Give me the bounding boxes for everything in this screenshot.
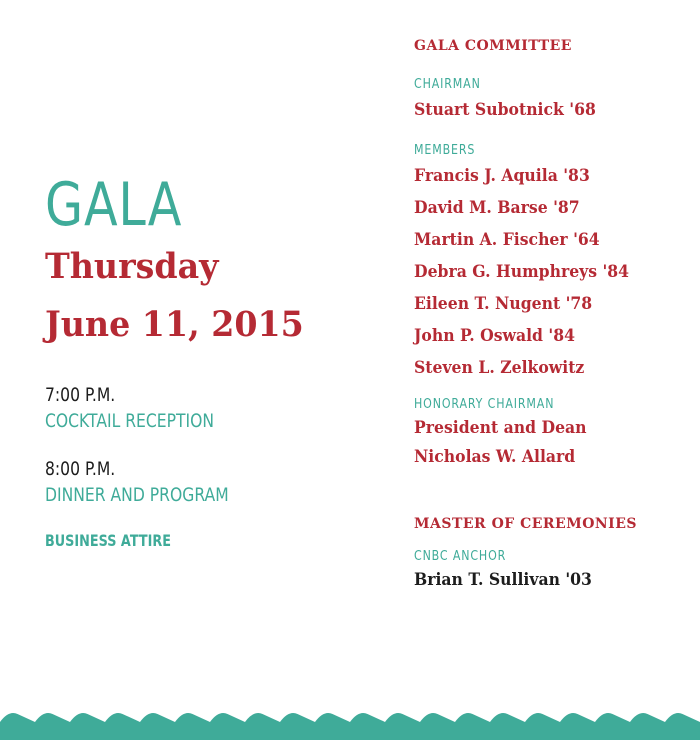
schedule-item [45,382,385,434]
event-details [45,172,385,552]
chairman-name: Stuart Subotnick '68 [414,100,596,120]
schedule [45,382,385,552]
honorary-chairman-name: Nicholas W. Allard [414,447,576,467]
committee-column [414,36,694,595]
schedule-time: 8:00 P.M. [45,458,116,480]
members-list [414,160,694,384]
member-name: Eileen T. Nugent '78 [414,294,593,314]
member-name: Steven L. Zelkowitz [414,358,585,378]
member-name: John P. Oswald '84 [414,326,575,346]
ceremonies-name: Brian T. Sullivan '03 [414,570,592,590]
schedule-item [45,456,385,508]
members-label: MEMBERS [414,143,476,158]
event-title: GALA [45,170,183,240]
event-date: June 11, 2015 [45,304,304,345]
event-day: Thursday [45,246,219,287]
member-name: Francis J. Aquila '83 [414,166,590,186]
chairman-label: CHAIRMAN [414,77,481,92]
schedule-label: COCKTAIL RECEPTION [45,410,215,432]
honorary-chairman-title: President and Dean [414,418,587,438]
honorary-chairman-label: HONORARY CHAIRMAN [414,397,555,412]
ceremonies-heading: MASTER OF CEREMONIES [414,516,638,532]
member-name: David M. Barse '87 [414,198,580,218]
dress-code: BUSINESS ATTIRE [45,531,171,550]
ceremonies-role: CNBC ANCHOR [414,549,507,564]
schedule-time: 7:00 P.M. [45,384,116,406]
committee-heading: GALA COMMITTEE [414,38,572,54]
member-name: Debra G. Humphreys '84 [414,262,630,282]
wave-border [0,706,700,740]
member-name: Martin A. Fischer '64 [414,230,600,250]
schedule-label: DINNER AND PROGRAM [45,484,229,506]
